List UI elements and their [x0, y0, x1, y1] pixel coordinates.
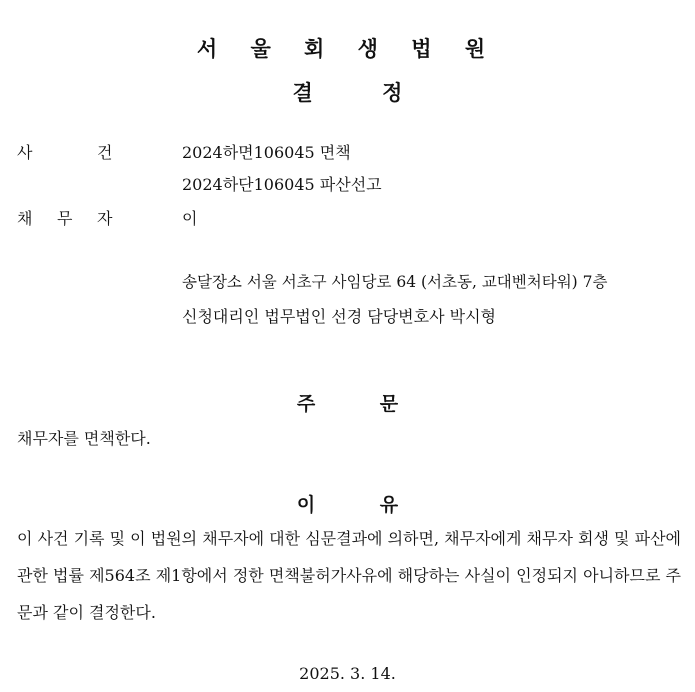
case-number-bankruptcy: 2024하단106045 파산선고	[182, 175, 382, 194]
debtor-label-1: 채	[17, 209, 33, 228]
order-text: 채무자를 면책한다.	[17, 429, 151, 448]
case-number-discharge: 2024하면106045 면책	[182, 143, 351, 162]
service-address: 송달장소 서울 서초구 사임당로 64 (서초동, 교대벤처타워) 7층	[182, 273, 608, 291]
court-name: 서 울 회 생 법 원	[196, 37, 499, 61]
order-heading: 주 문	[296, 393, 399, 415]
case-label-2: 건	[97, 143, 113, 162]
document-title: 결 정	[292, 81, 403, 105]
debtor-name: 이	[182, 209, 198, 228]
debtor-label-3: 자	[97, 209, 113, 228]
case-label-1: 사	[17, 143, 33, 162]
reason-heading: 이 유	[296, 494, 399, 516]
reason-text: 이 사건 기록 및 이 법원의 채무자에 대한 심문결과에 의하면, 채무자에게 채무자 회생 및 파산에 관한 법률 제564조 제1항에서 정한 면책불허가사유에 해당하는 사실이 인정되지 아니하므로 주문과 같이 결정한다.	[17, 529, 681, 622]
decision-date: 2025. 3. 14.	[299, 664, 396, 683]
debtor-label-2: 무	[57, 209, 73, 228]
applicant-agent: 신청대리인 법무법인 선경 담당변호사 박시형	[182, 307, 497, 326]
